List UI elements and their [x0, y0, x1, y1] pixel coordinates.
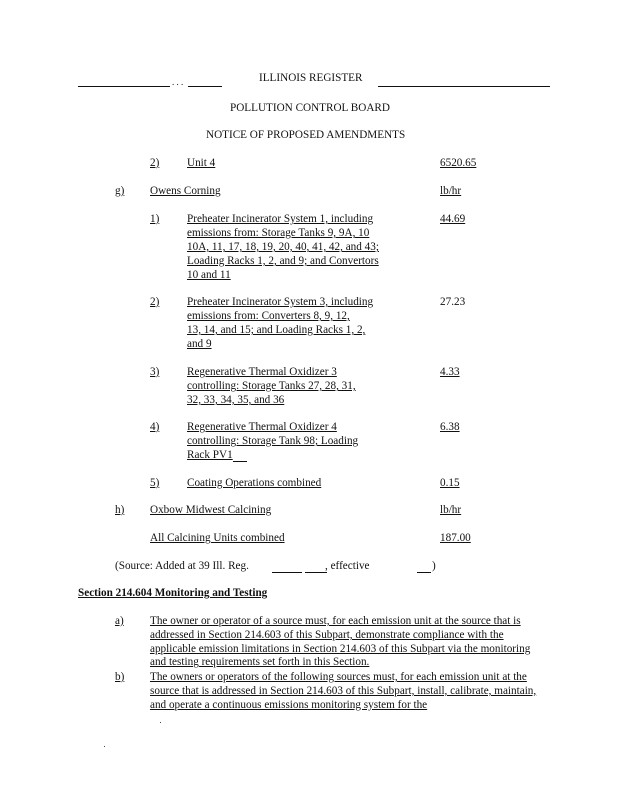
g-item-3-value: 4.33 — [440, 366, 460, 378]
g-item-3-num: 3) — [150, 366, 160, 378]
g-item-1-value: 44.69 — [440, 213, 466, 225]
g-item-1-line-3: 10A, 11, 17, 18, 19, 20, 40, 41, 42, and 43; — [187, 241, 379, 253]
g-item-5-num: 5) — [150, 477, 160, 489]
section-g-unit: lb/hr — [440, 185, 462, 197]
scan-mark — [104, 746, 105, 747]
g-item-4-line-3: Rack PV1 — [187, 449, 233, 461]
section-g-letter: g) — [115, 185, 125, 197]
g-item-2-value: 27.23 — [440, 296, 466, 308]
g-item-4-num: 4) — [150, 421, 160, 433]
section-heading: Section 214.604 Monitoring and Testing — [78, 587, 268, 599]
paragraph-b-text: The owners or operators of the following sources must, for each emission unit at the source that is addressed in Section 214.603 of this Subpart, install, calibrate, maintain, and operate a continuous emissions monitoring system for the — [150, 671, 537, 711]
g-item-4-value: 6.38 — [440, 421, 460, 433]
source-note-text: (Source: Added at 39 Ill. Reg. — [115, 560, 249, 572]
source-note-blank-1 — [272, 572, 302, 573]
source-note-close: ) — [432, 560, 436, 572]
section-h-unit: lb/hr — [440, 504, 462, 516]
header-rule-left-a — [78, 86, 170, 87]
g-item-2-line-3: 13, 14, and 15; and Loading Racks 1, 2, — [187, 324, 366, 336]
unit4-value: 6520.65 — [440, 157, 477, 169]
g-item-2-line-4: and 9 — [187, 338, 212, 350]
g-item-4-line-2: controlling: Storage Tank 98; Loading — [187, 435, 359, 447]
header-dots: . . . — [172, 77, 184, 87]
g-item-4-line-1: Regenerative Thermal Oxidizer 4 — [187, 421, 337, 433]
source-note-blank-3 — [417, 572, 431, 573]
section-h-letter: h) — [115, 504, 125, 516]
calcining-name: All Calcining Units combined — [150, 532, 285, 544]
notice-title: NOTICE OF PROPOSED AMENDMENTS — [206, 129, 406, 141]
g-item-1-line-2: emissions from: Storage Tanks 9, 9A, 10 — [187, 227, 370, 239]
g-item-1-num: 1) — [150, 213, 160, 225]
unit4-name: Unit 4 — [187, 157, 216, 169]
g-item-4-trailing-rule — [233, 461, 247, 462]
unit4-num: 2) — [150, 157, 160, 169]
section-g-name: Owens Corning — [150, 185, 221, 197]
paragraph-a-letter: a) — [115, 615, 124, 627]
g-item-3-line-1: Regenerative Thermal Oxidizer 3 — [187, 366, 337, 378]
g-item-3-line-2: controlling: Storage Tanks 27, 28, 31, — [187, 380, 356, 392]
section-h-name: Oxbow Midwest Calcining — [150, 504, 272, 516]
calcining-value: 187.00 — [440, 532, 471, 544]
register-title: ILLINOIS REGISTER — [259, 72, 363, 84]
g-item-2-line-2: emissions from: Converters 8, 9, 12, — [187, 310, 350, 322]
paragraph-a-text: The owner or operator of a source must, for each emission unit at the source that is addressed in Section 214.603 of this Subpart, demonstrate compliance with the applicable emission limitations in Section 214.603 of this Subpart via the monitoring and testing requirements set forth in this Section. — [150, 615, 531, 669]
g-item-2-num: 2) — [150, 296, 160, 308]
g-item-5-line-1: Coating Operations combined — [187, 477, 322, 489]
g-item-1-line-4: Loading Racks 1, 2, and 9; and Convertors — [187, 255, 379, 267]
source-note-blank-2 — [305, 572, 327, 573]
g-item-5-value: 0.15 — [440, 477, 460, 489]
board-title: POLLUTION CONTROL BOARD — [230, 102, 390, 114]
header-rule-left-b — [188, 86, 222, 87]
paragraph-b-letter: b) — [115, 671, 125, 683]
g-item-1-line-5: 10 and 11 — [187, 269, 231, 281]
g-item-2-line-1: Preheater Incinerator System 3, including — [187, 296, 374, 308]
g-item-1-line-1: Preheater Incinerator System 1, including — [187, 213, 374, 225]
source-note-effective: , effective — [325, 560, 370, 572]
scan-mark — [160, 722, 161, 723]
g-item-3-line-3: 32, 33, 34, 35, and 36 — [187, 394, 285, 406]
header-rule-right — [378, 86, 550, 87]
